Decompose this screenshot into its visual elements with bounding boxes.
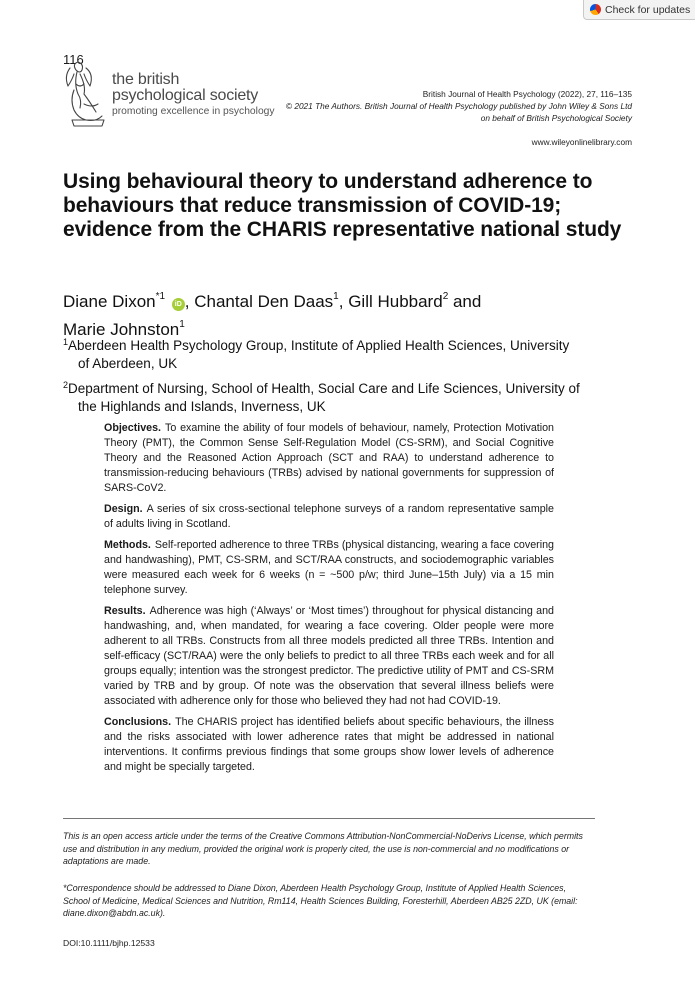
orcid-icon[interactable]: iD <box>172 298 185 311</box>
page-number: 116 <box>63 52 84 67</box>
footnote-divider <box>63 818 595 819</box>
license-footnote: This is an open access article under the terms of the Creative Commons Attribution-NonCommercial-NoDerivs License, which permits use and distribution in any medium, provided the original work is properly cited, the use is non-commercial and no modifications or adaptations are made. <box>63 831 583 866</box>
affiliation-text: Department of Nursing, School of Health, Social Care and Life Sciences, University of <box>68 381 580 396</box>
logo-line-2: psychological society <box>112 87 259 104</box>
abstract-section <box>104 502 554 532</box>
affiliation <box>63 333 603 373</box>
journal-copyright: © 2021 The Authors. British Journal of Health Psychology published by John Wiley & Sons Ltd <box>285 101 632 111</box>
abstract-text: A series of six cross-sectional telephone surveys of a random representative sample of adults living in Scotland. <box>104 503 554 530</box>
bps-logo-text <box>112 72 275 117</box>
author-name: Gill Hubbard <box>348 292 443 311</box>
crossmark-icon <box>590 4 601 15</box>
author-name: Marie Johnston <box>63 320 180 339</box>
abstract-text: The CHARIS project has identified beliefs about specific behaviours, the illness and the risks associated with lower adherence rates that might be addressed in national interventions. It confirms previous findings that some groups show lower levels of adherence and might be specially targeted. <box>104 716 554 773</box>
affiliation <box>63 376 603 416</box>
affiliation-text: Aberdeen Health Psychology Group, Institute of Applied Health Sciences, University <box>68 338 570 353</box>
doi[interactable]: DOI:10.1111/bjhp.12533 <box>63 938 155 948</box>
journal-behalf: on behalf of British Psychological Society <box>480 113 632 123</box>
journal-url[interactable]: www.wileyonlinelibrary.com <box>531 137 632 147</box>
abstract-text: Self-reported adherence to three TRBs (physical distancing, wearing a face covering and handwashing), PMT, CS-SRM, and SCT/RAA constructs, and sociodemographic variables were measured each week for 6 weeks (n = ~500 p/w; third June–15th July) via a 15 min telephone survey. <box>104 539 554 596</box>
affiliation-sup: 1 <box>63 337 69 347</box>
logo-tagline: promoting excellence in psychology <box>112 106 275 117</box>
author-sup: 1 <box>333 291 339 302</box>
author-sup: 2 <box>442 291 449 302</box>
author-separator: and <box>448 292 482 311</box>
author-separator: , <box>184 292 195 311</box>
journal-info <box>286 88 632 124</box>
abstract-label: Conclusions. <box>104 716 172 728</box>
affiliation-sup: 2 <box>63 380 69 390</box>
abstract-label: Results. <box>104 605 146 617</box>
affiliations <box>63 333 603 419</box>
correspondence-footnote: *Correspondence should be addressed to Diane Dixon, Aberdeen Health Psychology Group, Institute of Applied Health Sciences, School of Medicine, Medical Sciences and Nutrition, Rm114, Health Sciences Building, Foresterhill, Aberdeen AB25 2ZD, UK (email: diane.dixon@abdn.ac.uk). <box>63 883 578 918</box>
affiliation-text-cont: the Highlands and Islands, Inverness, UK <box>78 399 326 414</box>
logo-line-1: the british <box>112 71 180 88</box>
abstract-section <box>104 715 554 775</box>
author-sup: *1 <box>155 291 166 302</box>
journal-citation: British Journal of Health Psychology (2022), 27, 116–135 <box>422 89 632 99</box>
affiliation-text-cont: of Aberdeen, UK <box>78 356 178 371</box>
abstract-label: Objectives. <box>104 422 162 434</box>
abstract-text: To examine the ability of four models of behaviour, namely, Protection Motivation Theory (PMT), the Common Sense Self-Regulation Model (CS-SRM), and Social Cognitive Theory and the Reasoned Action Approach (SCT and RAA) to understand adherence to transmission-reducing behaviours (TRBs) advised by national governments for suppression of SARS-CoV2. <box>104 422 554 494</box>
abstract <box>104 421 554 781</box>
author-separator: , <box>338 292 349 311</box>
check-for-updates-label: Check for updates <box>605 3 691 16</box>
author-sup: 1 <box>179 319 185 330</box>
abstract-label: Methods. <box>104 539 151 551</box>
check-for-updates-badge[interactable] <box>583 0 695 20</box>
author-name: Chantal Den Daas <box>194 292 334 311</box>
abstract-section <box>104 538 554 598</box>
article-title: Using behavioural theory to understand adherence to behaviours that reduce transmission of COVID-19; evidence from the CHARIS representative national study <box>63 170 622 241</box>
abstract-section <box>104 604 554 709</box>
author-name: Diane Dixon <box>63 292 156 311</box>
abstract-label: Design. <box>104 503 143 515</box>
abstract-text: Adherence was high (‘Always’ or ‘Most times’) throughout for physical distancing and handwashing, and, when mandated, for wearing a face covering. Older people were more adherent to all TRBs. Constructs from all three models predicted all three TRBs. Intention and self-efficacy (SCT/RAA) were the only beliefs to predict to all three TRBs each week and for all groups equally; intention was the strongest predictor. The predictive utility of PMT and CS-SRM varied by TRB and by group. Of note was the observation that several illness beliefs were associated with adherence only for those who believed they had not had COVID-19. <box>104 605 554 707</box>
abstract-section <box>104 421 554 496</box>
